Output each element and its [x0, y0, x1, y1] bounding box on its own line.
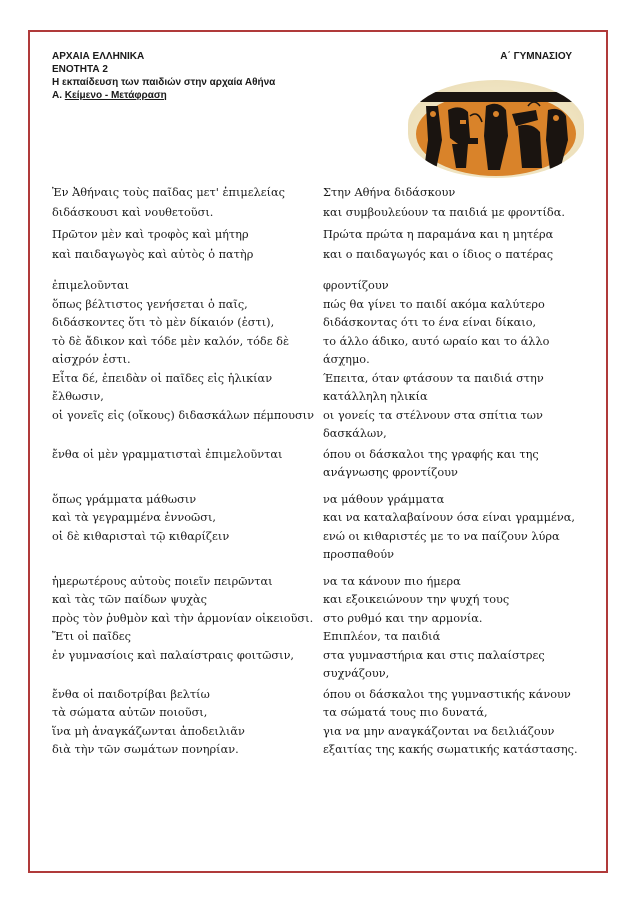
passage-row: [52, 183, 592, 223]
passage-row: [52, 277, 592, 444]
ancient-text-line: διὰ τὴν τῶν σωμάτων πονηρίαν.: [52, 743, 239, 756]
translation-line: δασκάλων,: [323, 427, 387, 440]
modern-greek-translation: [323, 686, 592, 760]
translation-line: και ο παιδαγωγός και ο ίδιος ο πατέρας: [323, 248, 554, 261]
ancient-text-line: ἔλθωσιν,: [52, 390, 104, 403]
ancient-greek-text: [52, 225, 323, 265]
passage-gap: [52, 483, 592, 491]
ancient-text-line: διδάσκουσι καὶ νουθετοῦσι.: [52, 206, 214, 219]
translation-line: στα γυμναστήρια και στις παλαίστρες: [323, 648, 545, 662]
grade-label: Α΄ ΓΥΜΝΑΣΙΟΥ: [500, 51, 572, 62]
section-link[interactable]: Κείμενο - Μετάφραση: [64, 90, 167, 101]
ancient-greek-text: [52, 277, 323, 444]
translation-line: και να καταλαβαίνουν όσα είναι γραμμένα,: [323, 511, 575, 524]
modern-greek-translation: [323, 573, 592, 684]
greek-vase-painting-image: [408, 80, 584, 178]
ancient-greek-text: [52, 573, 323, 684]
translation-line: οι γονείς τα στέλνουν στα σπίτια των: [323, 408, 543, 422]
translation-line: όπου οι δάσκαλοι της γυμναστικής κάνουν: [323, 687, 571, 701]
ancient-text-line: ἔνθα οἱ μὲν γραμματισταὶ ἐπιμελοῦνται: [52, 447, 283, 461]
translation-line: φροντίζουν: [323, 279, 389, 292]
ancient-text-line: [52, 546, 319, 565]
translation-line: Πρώτα πρώτα η παραμάνα και η μητέρα: [323, 228, 554, 241]
ancient-text-line: πρὸς τὸν ῥυθμὸν καὶ τὴν ἁρμονίαν οἰκειοῦσι.: [52, 611, 314, 625]
ancient-text-line: ἡμερωτέρους αὐτοὺς ποιεῖν πειρῶνται: [52, 574, 273, 588]
ancient-text-line: οἱ γονεῖς εἰς (οἴκους) διδασκάλων πέμπουσιν: [52, 408, 314, 422]
translation-line: για να μην αναγκάζονται να δειλιάζουν: [323, 724, 555, 738]
ancient-greek-text: [52, 446, 323, 483]
modern-greek-translation: [323, 446, 592, 483]
translation-line: Έπειτα, όταν φτάσουν τα παιδιά στην: [323, 371, 544, 385]
translation-line: και εξοικειώνουν την ψυχή τους: [323, 593, 510, 606]
translation-line: κατάλληλη ηλικία: [323, 390, 428, 403]
ancient-text-line: ὅπως γράμματα μάθωσιν: [52, 492, 197, 506]
translation-line: άσχημο.: [323, 353, 370, 366]
passage-row: [52, 686, 592, 760]
ancient-greek-text: [52, 183, 323, 223]
ancient-text-line: Πρῶτον μὲν καὶ τροφὸς καὶ μήτηρ: [52, 228, 249, 241]
subject-label: ΑΡΧΑΙΑ ΕΛΛΗΝΙΚΑ: [52, 51, 145, 62]
translation-line: και συμβουλεύουν τα παιδιά με φροντίδα.: [323, 206, 565, 219]
translation-line: ανάγνωσης φροντίζουν: [323, 466, 458, 479]
ancient-text-line: ἔνθα οἱ παιδοτρίβαι βελτίω: [52, 687, 210, 701]
ancient-greek-text: [52, 491, 323, 565]
ancient-text-line: ἵνα μὴ ἀναγκάζωνται ἀποδειλιᾶν: [52, 724, 245, 738]
translation-line: όπου οι δάσκαλοι της γραφής και της: [323, 447, 539, 461]
translation-line: να τα κάνουν πιο ήμερα: [323, 574, 461, 588]
unit-label: ΕΝΟΤΗΤΑ 2: [52, 64, 108, 75]
ancient-text-line: ἐν γυμνασίοις καὶ παλαίστραις φοιτῶσιν,: [52, 648, 295, 662]
translation-line: συχνάζουν,: [323, 667, 390, 680]
modern-greek-translation: [323, 491, 592, 565]
ancient-text-line: καὶ τὰς τῶν παίδων ψυχὰς: [52, 593, 207, 606]
ancient-text-line: αἰσχρόν ἐστι.: [52, 353, 131, 366]
lesson-title: Η εκπαίδευση των παιδιών στην αρχαία Αθήνα: [52, 77, 276, 88]
ancient-text-line: Ἔτι οἱ παῖδες: [52, 630, 131, 643]
passage-row: [52, 491, 592, 565]
translation-line: εξαιτίας της κακής σωματικής κατάστασης.: [323, 743, 578, 756]
ancient-text-line: καὶ τὰ γεγραμμένα ἐννοῶσι,: [52, 511, 216, 524]
translation-line: να μάθουν γράμματα: [323, 492, 445, 506]
translation-line: στο ρυθμό και την αρμονία.: [323, 611, 483, 625]
translation-line: Στην Αθήνα διδάσκουν: [323, 186, 456, 199]
ancient-text-line: διδάσκοντες ὅτι τὸ μὲν δίκαιόν (ἐστι),: [52, 316, 275, 329]
translation-line: πώς θα γίνει το παιδί ακόμα καλύτερο: [323, 297, 545, 311]
ancient-text-line: οἱ δὲ κιθαρισταὶ τῷ κιθαρίζειν: [52, 529, 230, 543]
ancient-text-line: ὅπως βέλτιστος γενήσεται ὁ παῖς,: [52, 297, 248, 311]
passage-row: [52, 225, 592, 265]
translation-line: ενώ οι κιθαριστές με το να παίζουν λύρα: [323, 529, 560, 543]
ancient-text-line: τὰ σώματα αὐτῶν ποιοῦσι,: [52, 706, 208, 719]
ancient-text-line: τὸ δὲ ἄδικον καὶ τόδε μὲν καλόν, τόδε δὲ: [52, 334, 290, 348]
modern-greek-translation: [323, 183, 592, 223]
ancient-text-line: [52, 425, 319, 444]
translation-line: τα σώματά τους πιο δυνατά,: [323, 706, 488, 719]
passage-row: [52, 446, 592, 483]
translation-line: το άλλο άδικο, αυτό ωραίο και το άλλο: [323, 334, 550, 348]
passages-container: [52, 183, 592, 760]
ancient-text-line: Εἶτα δέ, ἐπειδὰν οἱ παῖδες εἰς ἡλικίαν: [52, 371, 273, 385]
modern-greek-translation: [323, 277, 592, 444]
ancient-greek-text: [52, 686, 323, 760]
modern-greek-translation: [323, 225, 592, 265]
ancient-text-line: Ἐν Ἀθήναις τοὺς παῖδας μετ' ἐπιμελείας: [52, 186, 285, 199]
translation-line: Επιπλέον, τα παιδιά: [323, 630, 441, 643]
text-translation-table: [52, 183, 592, 760]
ancient-text-line: ἐπιμελοῦνται: [52, 279, 130, 292]
translation-line: διδάσκοντας ότι το ένα είναι δίκαιο,: [323, 316, 537, 329]
ancient-text-line: καὶ παιδαγωγὸς καὶ αὐτὸς ὁ πατὴρ: [52, 248, 254, 261]
passage-gap: [52, 565, 592, 573]
ancient-text-line: [52, 464, 319, 483]
passage-gap: [52, 265, 592, 277]
section-prefix: Α.: [52, 90, 65, 101]
translation-line: προσπαθούν: [323, 548, 394, 561]
ancient-text-line: [52, 665, 319, 684]
passage-row: [52, 573, 592, 684]
